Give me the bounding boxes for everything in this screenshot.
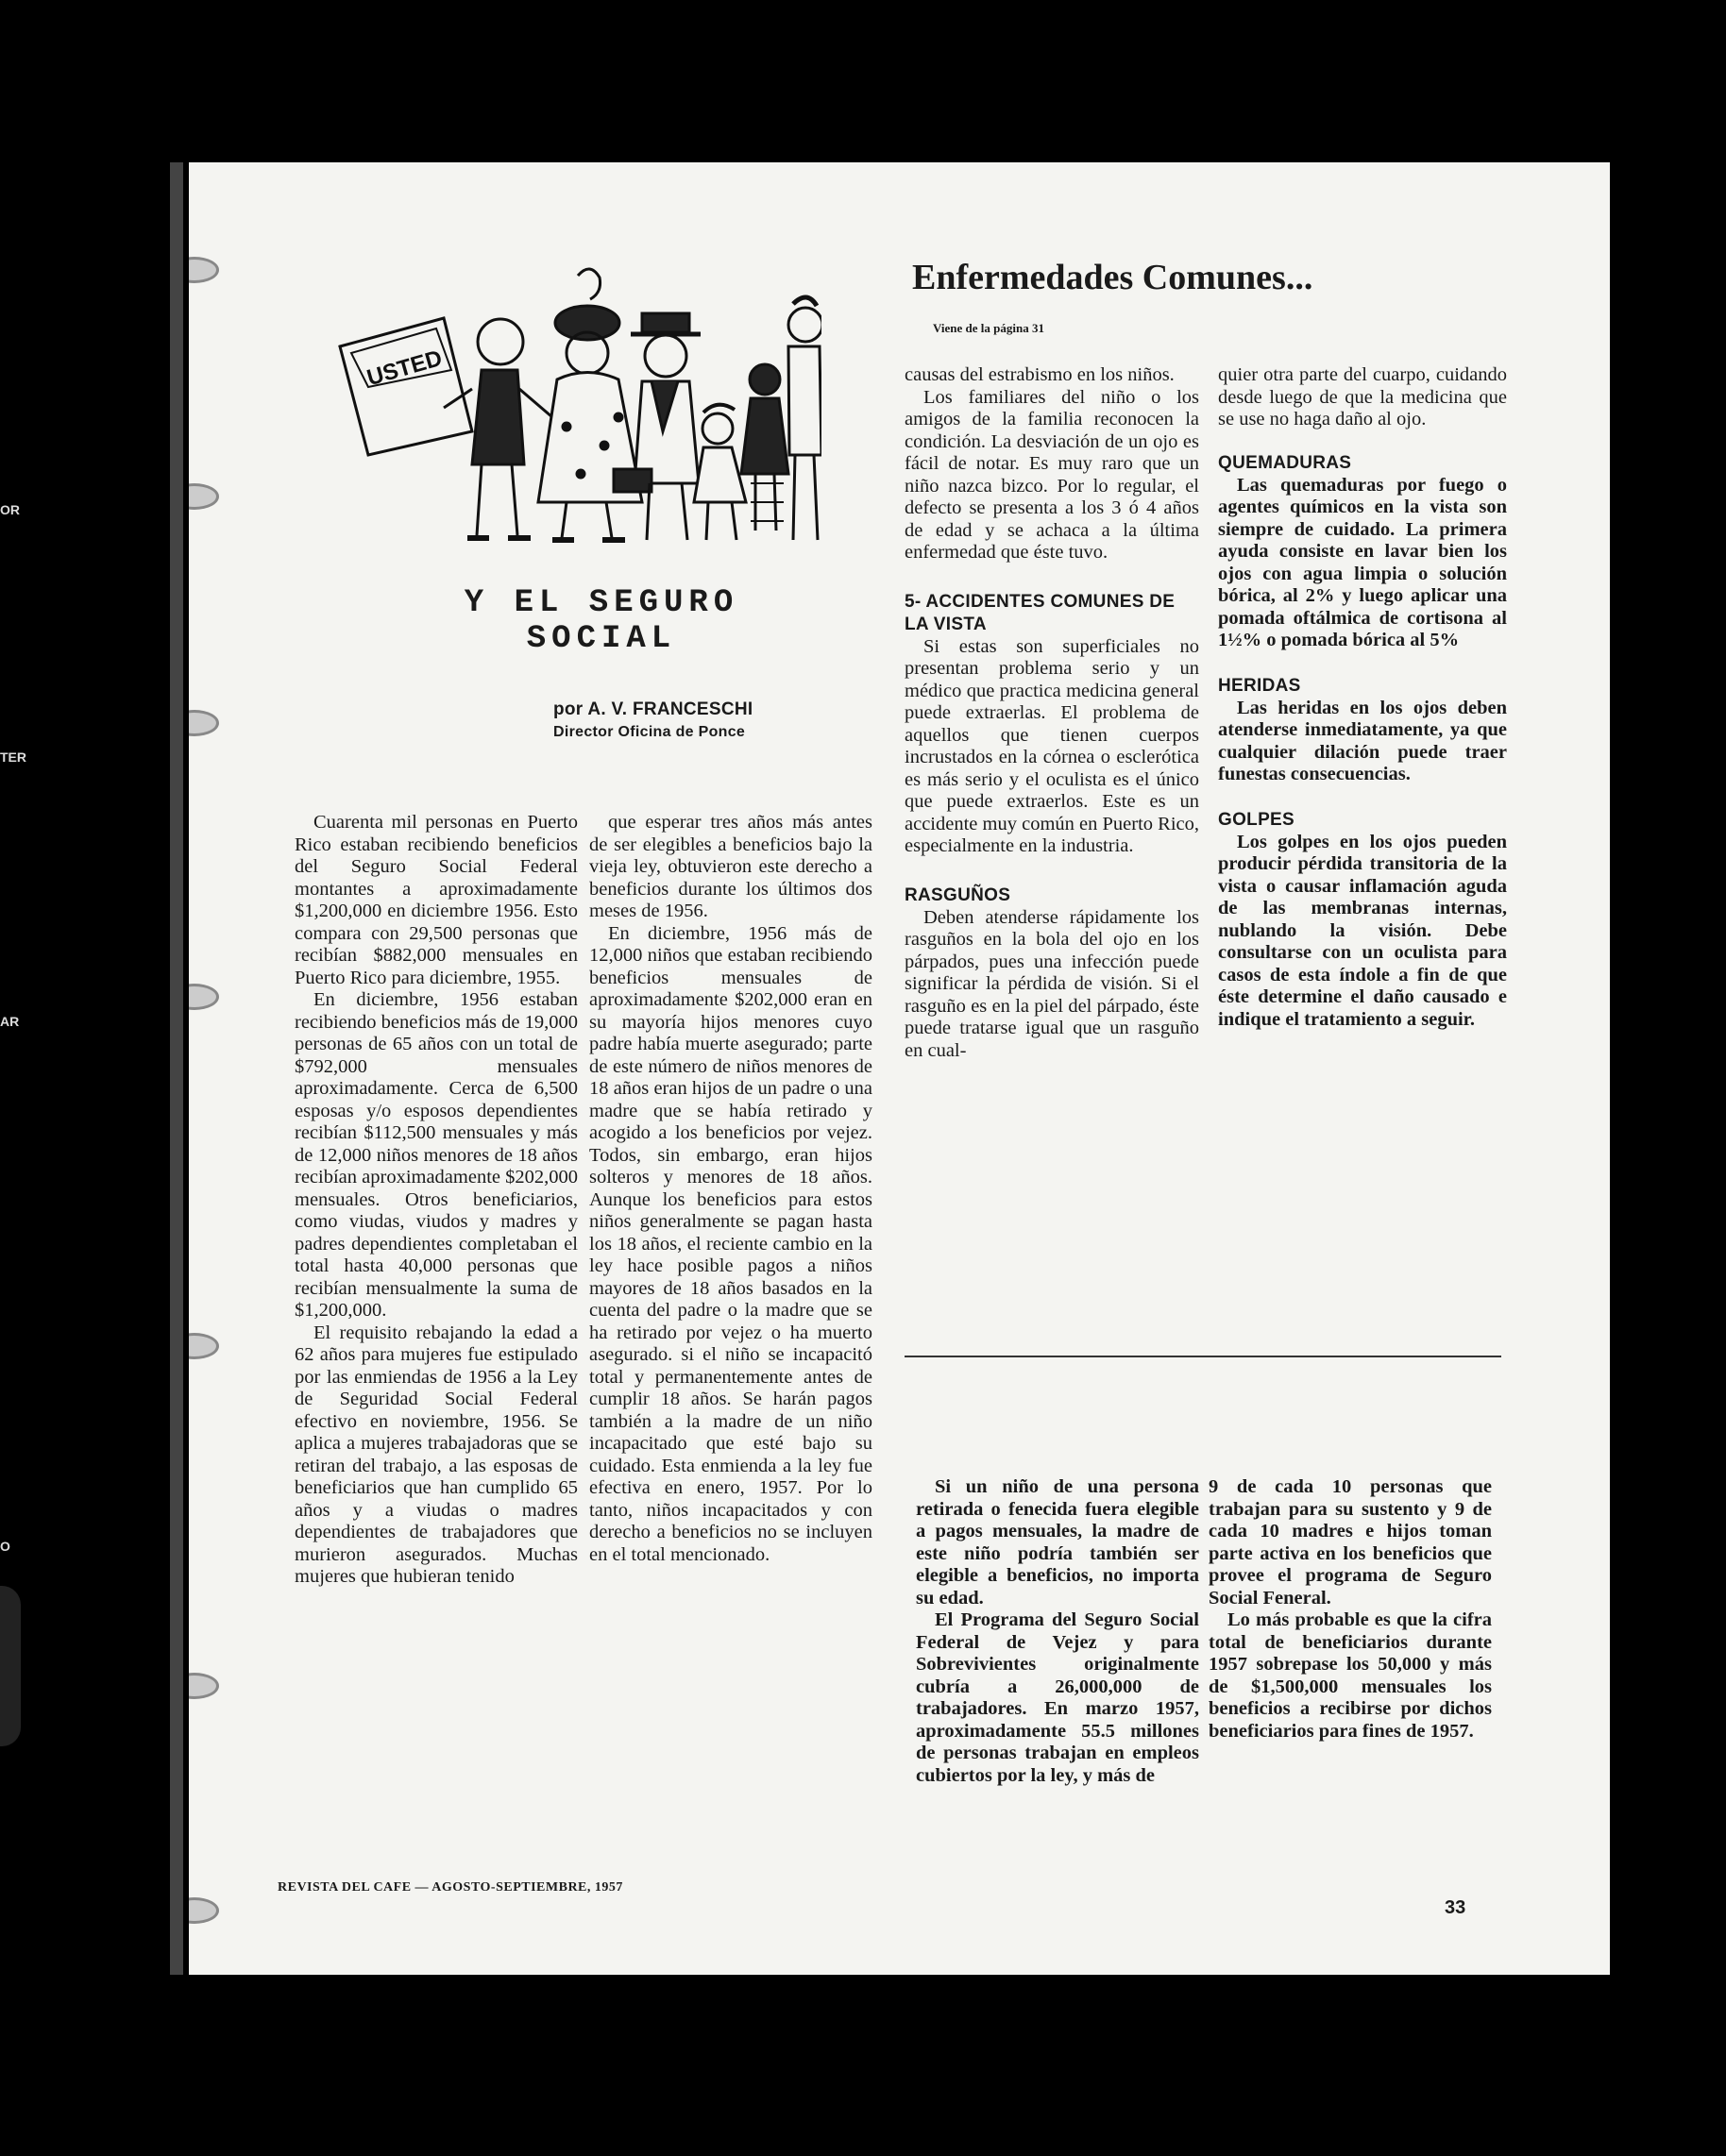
edge-fragment: TER bbox=[0, 750, 26, 765]
paragraph: 9 de cada 10 personas que trabajan para su sustento y 9 de cada 10 madres e hijos toman parte activa en los beneficios que provee el programa de Seguro Social Feneral. bbox=[1209, 1476, 1492, 1609]
binder-ring bbox=[189, 1897, 219, 1924]
binder-ring bbox=[189, 257, 219, 283]
binder-ring bbox=[189, 710, 219, 736]
binder-shadow bbox=[0, 1586, 21, 1746]
paragraph: En diciembre, 1956 más de 12,000 niños que estaban recibiendo beneficios mensuales de aproximadamente $202,000 eran en su mayoría hijos menores cuyo padre había muerte asegurado; parte de este número de niños menores de 18 años eran hijos de un padre o una madre que se había retirado y acogido a los beneficios por vejez. Todos, sin embargo, eran hijos solteros y menores de 18 años. Aunque los beneficios para estos niños generalmente se pagan hasta los 18 años, el reciente cambio en la ley hace posible pagos a niños mayores de 18 años basados en la cuenta del padre o la madre que se ha retirado por vejez o ha muerto asegurado. si el niño se incapacitó total y permanentemente antes de cumplir 18 años. Se harán pagos también a la madre de un niño incapacitado que esté bajo su cuidado. Esta enmienda a la ley fue efectiva en enero, 1957. Por lo tanto, niños incapacitados y con derecho a beneficios no se incluyen en el total mencionado. bbox=[589, 922, 872, 1565]
edge-fragment: O bbox=[0, 1539, 10, 1554]
section-heading-heridas: HERIDAS bbox=[1218, 675, 1301, 696]
binder-ring bbox=[189, 1333, 219, 1359]
paragraph: quier otra parte del cuarpo, cuidando desde luego de que la medicina que se use no haga daño al ojo. bbox=[1218, 364, 1507, 430]
paragraph: Lo más probable es que la cifra total de beneficiarios durante 1957 sobrepase los 50,000 y más de $1,500,000 mensuales los beneficios a recibirse por dichos beneficiarios para fines de 1957. bbox=[1209, 1609, 1492, 1742]
article1-column-1 bbox=[295, 812, 578, 1589]
paragraph: Las heridas en los ojos deben atenderse inmediatamente, ya que cualquier dilación puede traer funestas consecuencias. bbox=[1218, 697, 1507, 784]
magazine-footer: REVISTA DEL CAFE — AGOSTO-SEPTIEMBRE, 1957 bbox=[278, 1880, 623, 1895]
edge-fragment: AR bbox=[0, 1014, 20, 1029]
section-heading-golpes: GOLPES bbox=[1218, 809, 1294, 830]
article1-column-2 bbox=[589, 812, 872, 1566]
byline-role: Director Oficina de Ponce bbox=[553, 724, 746, 740]
section-heading-quemaduras: QUEMADURAS bbox=[1218, 452, 1352, 473]
binder-ring bbox=[189, 984, 219, 1010]
section-heading-rasgunos: RASGUÑOS bbox=[905, 884, 1011, 905]
paragraph: El Programa del Seguro Social Federal de Vejez y para Sobrevivientes originalmente cubría a 26,000,000 de trabajadores. En marzo 1957, aproximadamente 55.5 millones de personas trabajan en empleos cubiertos por la ley, y más de bbox=[916, 1609, 1199, 1786]
paragraph: Los golpes en los ojos pueden producir pérdida transitoria de la vista o causar inflamación aguda de las membranas internas, nublando la visión. Debe consultarse con un oculista para casos de esta índole a fin de que éste determine el daño causado e indique el tratamiento a seguir. bbox=[1218, 831, 1507, 1030]
paragraph: que esperar tres años más antes de ser elegibles a beneficios bajo la vieja ley, obtuvieron este derecho a beneficios durante los últimos dos meses de 1956. bbox=[589, 812, 872, 921]
paragraph: Las quemaduras por fuego o agentes químicos en la vista son siempre de cuidado. La primera ayuda consiste en lavar bien los ojos con agua limpia o solución bórica, al 2% y luego aplicar una pomada oftálmica de cortisona al 1½% o pomada bórica al 5% bbox=[1218, 474, 1507, 650]
article1-column-3 bbox=[916, 1476, 1199, 1787]
paragraph: Los familiares del niño o los amigos de la familia reconocen la condición. La desviación de un ojo es fácil de notar. Es muy raro que un niño nazca bizco. Por lo regular, el defecto se presenta a los 3 ó 4 años de edad y se achaca a la última enfermedad que éste tuvo. bbox=[905, 386, 1199, 563]
paragraph: Cuarenta mil personas en Puerto Rico estaban recibiendo beneficios del Seguro Social Federal montantes a aproximadamente $1,200,000 en diciembre 1956. Esto compara con 29,500 personas que recibían $882,000 mensuales en Puerto Rico para diciembre, 1955. bbox=[295, 812, 578, 988]
binding-spine bbox=[170, 162, 183, 1975]
section-heading-accidentes: 5- ACCIDENTES COMUNES DE LA VISTA bbox=[905, 591, 1176, 634]
continued-note: Viene de la página 31 bbox=[933, 321, 1044, 335]
article-title: Y EL SEGURO SOCIAL bbox=[464, 585, 739, 657]
edge-fragment: OR bbox=[0, 502, 20, 517]
page-number: 33 bbox=[1445, 1897, 1466, 1918]
paragraph: El requisito rebajando la edad a 62 años para mujeres fue estipulado por las enmiendas de 1956 a la Ley de Seguridad Social Federal efectivo en noviembre, 1956. Se aplica a mujeres trabajadoras que se retiran del trabajo, a las esposas de beneficiarios que han cumplido 65 años y a viudas o madres dependientes de trabajadores que murieron asegurados. Muchas mujeres que hubieran tenido bbox=[295, 1322, 578, 1587]
binder-ring bbox=[189, 483, 219, 510]
paragraph: Deben atenderse rápidamente los rasguños en la bola del ojo en los párpados, pues una infección puede significar la pérdida de visión. Si el rasguño es en la piel del párpado, éste puede tratarse igual que un rasguño en cual- bbox=[905, 906, 1199, 1061]
usted-sign-label: USTED bbox=[364, 345, 446, 392]
article2-title: Enfermedades Comunes... bbox=[912, 258, 1313, 297]
article2-column-1 bbox=[905, 364, 1199, 1062]
paragraph: Si un niño de una persona retirada o fenecida fuera elegible a pagos mensuales, la madre de este niño podría también ser elegible a beneficios, no importa su edad. bbox=[916, 1476, 1199, 1609]
paragraph: Si estas son superficiales no presentan problema serio y un médico que practica medicina general puede extraerlas. El problema de aquellos que tienen cuerpos incrustados en la córnea o esclerótica es más serio y el oculista es el único que puede extraerlos. Este es un accidente muy común en Puerto Rico, especialmente en la industria. bbox=[905, 635, 1199, 856]
article2-column-2 bbox=[1218, 364, 1507, 1031]
byline: por A. V. FRANCESCHI bbox=[553, 699, 753, 719]
paragraph: En diciembre, 1956 estaban recibiendo beneficios más de 19,000 personas de 65 años con un total de $792,000 mensuales aproximadamente. Cerca de 6,500 esposas y/o esposos dependientes recibían $112,500 mensuales y más de 12,000 niños menores de 18 años recibían aproximadamente $202,000 mensuales. Otros beneficiarios, como viudas, viudos y madres y padres dependientes completaban el total hasta 40,000 personas que recibían mensualmente la suma de $1,200,000. bbox=[295, 989, 579, 1321]
magazine-page bbox=[189, 162, 1610, 1975]
paragraph: causas del estrabismo en los niños. bbox=[905, 364, 1175, 385]
section-divider bbox=[905, 1356, 1501, 1357]
binder-ring bbox=[189, 1673, 219, 1699]
article1-column-4 bbox=[1209, 1476, 1492, 1743]
family-illustration bbox=[330, 266, 821, 559]
